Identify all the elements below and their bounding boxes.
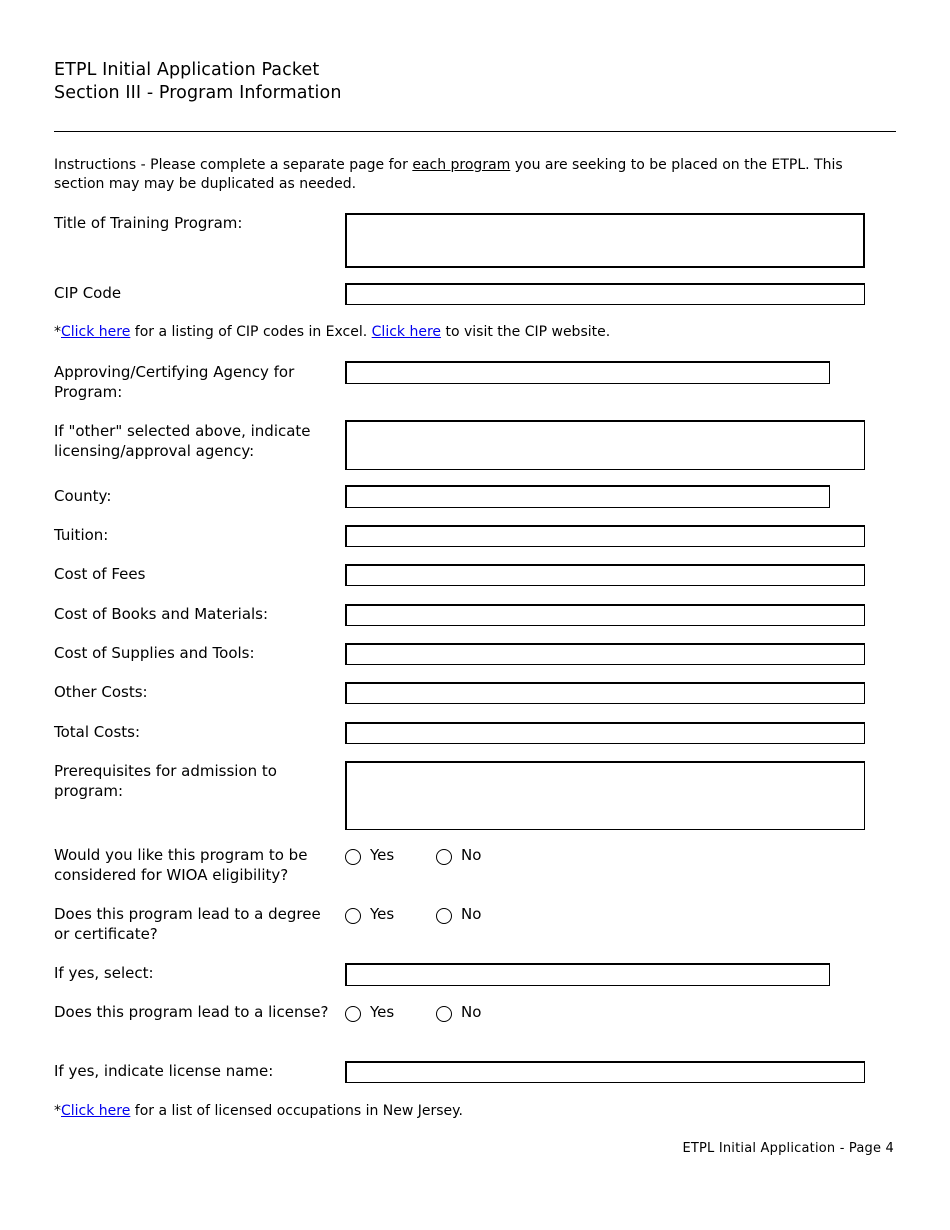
degree-yes-label: Yes: [370, 905, 395, 923]
title-program-input[interactable]: [345, 213, 865, 268]
radio-circle-icon[interactable]: [436, 908, 452, 924]
licensed-occupations-link[interactable]: Click here: [61, 1103, 131, 1119]
prerequisites-input[interactable]: [345, 761, 865, 830]
page-title: ETPL Initial Application Packet: [54, 60, 320, 80]
other-costs-label: Other Costs:: [54, 683, 148, 701]
radio-circle-icon[interactable]: [345, 849, 361, 865]
cost-supplies-input[interactable]: [345, 643, 865, 665]
cip-note: [54, 323, 610, 342]
degree-no-radio[interactable]: [436, 905, 481, 924]
approving-agency-select[interactable]: [345, 361, 830, 384]
cip-code-label: CIP Code: [54, 284, 122, 302]
approving-agency-label: Approving/Certifying Agency for Program:: [54, 363, 295, 401]
degree-label: Does this program lead to a degree or certificate?: [54, 905, 321, 943]
license-name-label: If yes, indicate license name:: [54, 1062, 274, 1080]
tuition-input[interactable]: [345, 525, 865, 547]
license-note: [54, 1102, 463, 1121]
license-no-radio[interactable]: [436, 1003, 481, 1022]
wioa-yes-label: Yes: [370, 846, 395, 864]
title-program-label: Title of Training Program:: [54, 214, 243, 232]
cost-fees-input[interactable]: [345, 564, 865, 586]
cost-fees-label: Cost of Fees: [54, 565, 146, 583]
radio-circle-icon[interactable]: [436, 849, 452, 865]
other-agency-label: If "other" selected above, indicate licensing/approval agency:: [54, 422, 311, 460]
cip-website-link[interactable]: Click here: [371, 324, 442, 340]
license-note-asterisk: *: [54, 1103, 61, 1119]
other-costs-input[interactable]: [345, 682, 865, 704]
prerequisites-label: Prerequisites for admission to program:: [54, 762, 277, 800]
cost-books-label: Cost of Books and Materials:: [54, 605, 269, 623]
county-label: County:: [54, 487, 112, 505]
cip-note-end: to visit the CIP website.: [441, 324, 611, 340]
total-costs-label: Total Costs:: [54, 723, 141, 741]
wioa-label: Would you like this program to be considered for WIOA eligibility?: [54, 846, 308, 884]
license-yes-radio[interactable]: [345, 1003, 394, 1022]
if-yes-select-label: If yes, select:: [54, 964, 154, 982]
cip-code-input[interactable]: [345, 283, 865, 305]
cost-books-input[interactable]: [345, 604, 865, 626]
instructions-text-end: you are seeking to be placed on the ETPL. This section may may be duplicated as needed.: [54, 157, 843, 192]
total-costs-input[interactable]: [345, 722, 865, 744]
instructions-emphasis: each program: [412, 157, 511, 173]
cip-excel-link[interactable]: Click here: [61, 324, 131, 340]
license-label: Does this program lead to a license?: [54, 1003, 329, 1021]
radio-circle-icon[interactable]: [345, 908, 361, 924]
wioa-no-label: No: [461, 846, 482, 864]
tuition-label: Tuition:: [54, 526, 109, 544]
other-agency-input[interactable]: [345, 420, 865, 470]
cip-note-mid: for a listing of CIP codes in Excel.: [130, 324, 372, 340]
degree-type-select[interactable]: [345, 963, 830, 986]
degree-yes-radio[interactable]: [345, 905, 394, 924]
instructions: [54, 156, 896, 194]
degree-no-label: No: [461, 905, 482, 923]
license-note-end: for a list of licensed occupations in New Jersey.: [130, 1103, 463, 1119]
wioa-yes-radio[interactable]: [345, 846, 394, 865]
license-no-label: No: [461, 1003, 482, 1021]
cip-note-asterisk: *: [54, 324, 61, 340]
license-yes-label: Yes: [370, 1003, 395, 1021]
radio-circle-icon[interactable]: [436, 1006, 452, 1022]
county-select[interactable]: [345, 485, 830, 508]
cost-supplies-label: Cost of Supplies and Tools:: [54, 644, 255, 662]
page-footer: ETPL Initial Application - Page 4: [682, 1141, 894, 1156]
radio-circle-icon[interactable]: [345, 1006, 361, 1022]
wioa-no-radio[interactable]: [436, 846, 481, 865]
instructions-text-start: Instructions - Please complete a separate page for: [54, 157, 413, 173]
license-name-input[interactable]: [345, 1061, 865, 1083]
header-divider: [54, 131, 896, 132]
section-title: Section III - Program Information: [54, 83, 342, 103]
